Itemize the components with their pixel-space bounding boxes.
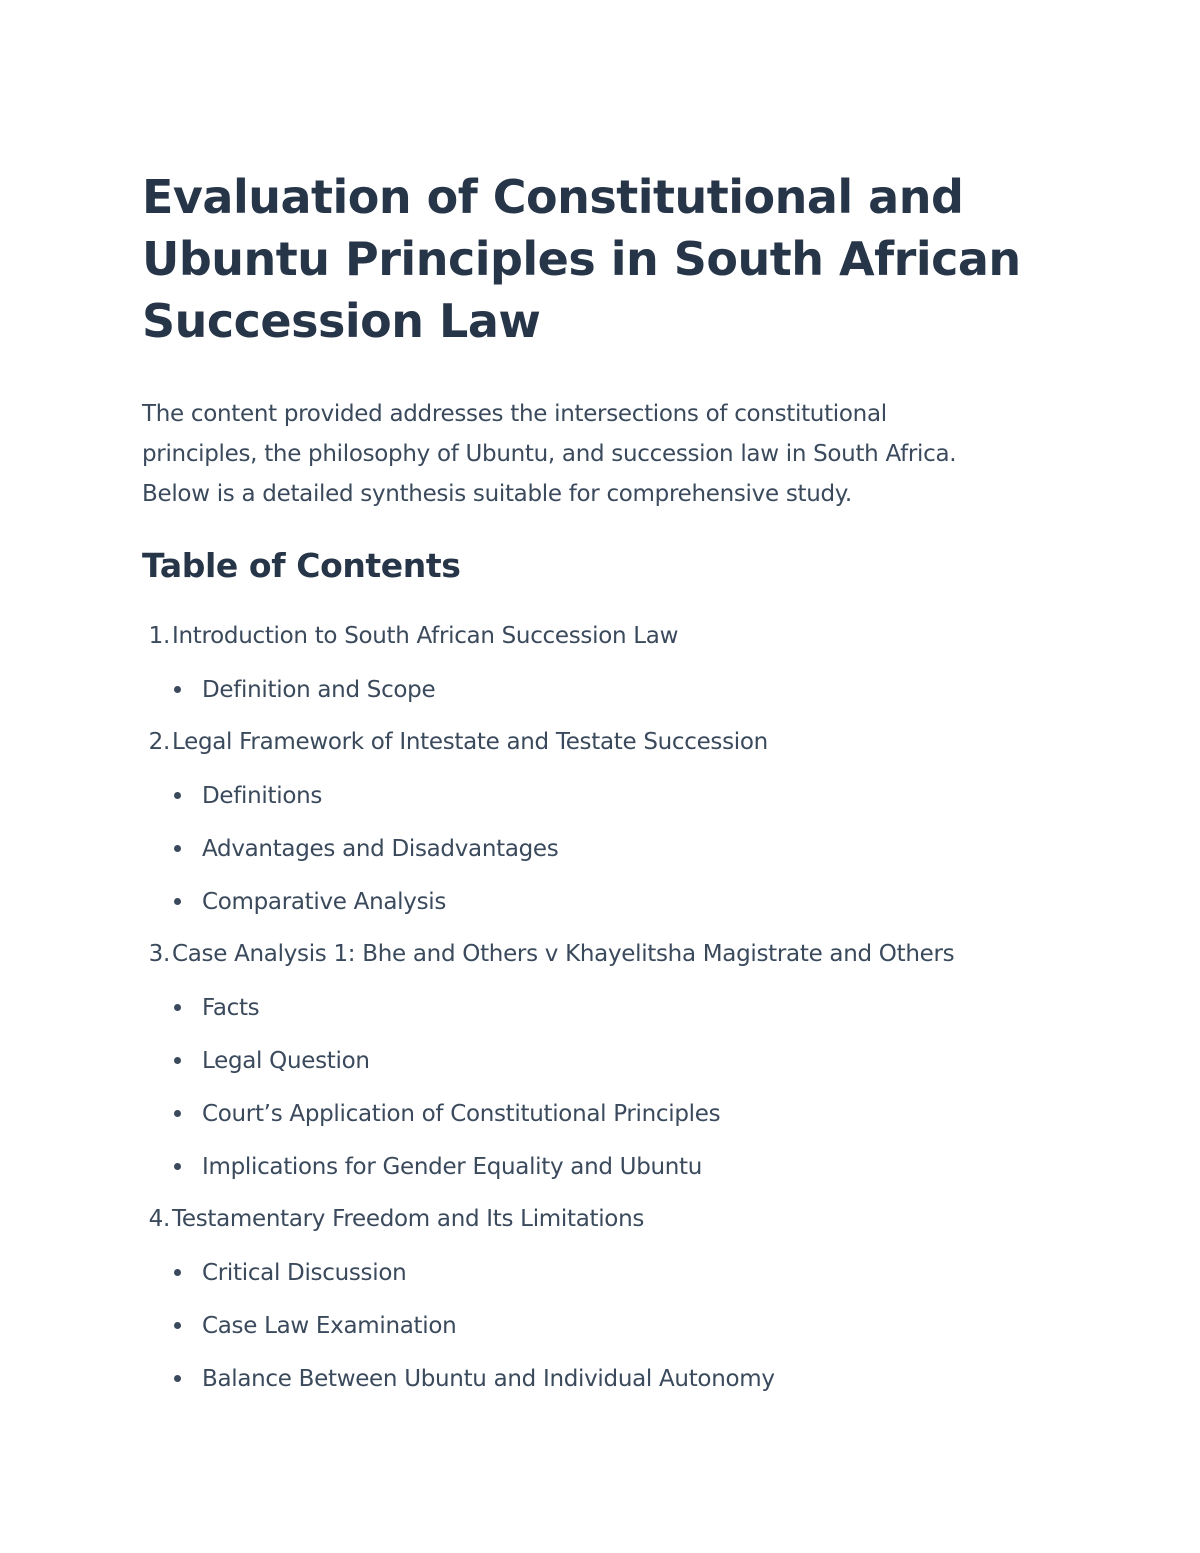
- toc-sublist: [142, 769, 1050, 928]
- bullet-icon: [174, 1163, 181, 1170]
- bullet-icon: [174, 1004, 181, 1011]
- toc-subitem: [142, 1140, 1050, 1193]
- title-line: Ubuntu Principles in South African: [142, 232, 1021, 286]
- toc-sublist: [142, 663, 1050, 716]
- toc-subitem-label: Advantages and Disadvantages: [202, 835, 559, 862]
- toc-subitem: [142, 1246, 1050, 1299]
- bullet-icon: [174, 1269, 181, 1276]
- toc-subitem-label: Definition and Scope: [202, 676, 436, 703]
- toc-subitem-label: Comparative Analysis: [202, 888, 447, 915]
- toc-label: Testamentary Freedom and Its Limitations: [172, 1206, 645, 1232]
- bullet-icon: [174, 845, 181, 852]
- bullet-icon: [174, 792, 181, 799]
- toc-subitem-label: Implications for Gender Equality and Ubuntu: [202, 1153, 703, 1180]
- toc-subitem: [142, 1087, 1050, 1140]
- toc-entry: [142, 928, 1050, 981]
- toc-section-1: [142, 610, 1050, 716]
- toc-section-4: [142, 1193, 1050, 1405]
- intro-paragraph: [142, 394, 1050, 514]
- bullet-icon: [174, 1375, 181, 1382]
- toc-heading: Table of Contents: [142, 546, 461, 585]
- toc-subitem: [142, 1352, 1050, 1405]
- table-of-contents: [142, 610, 1050, 1405]
- intro-line: principles, the philosophy of Ubuntu, and succession law in South Africa.: [142, 441, 957, 467]
- toc-subitem-label: Definitions: [202, 782, 323, 809]
- toc-label: Introduction to South African Succession Law: [172, 623, 679, 649]
- toc-subitem: [142, 769, 1050, 822]
- toc-number: 4.: [148, 1206, 170, 1232]
- bullet-icon: [174, 898, 181, 905]
- bullet-icon: [174, 686, 181, 693]
- toc-subitem-label: Facts: [202, 994, 260, 1021]
- toc-subitem-label: Court’s Application of Constitutional Principles: [202, 1100, 721, 1127]
- toc-label: Case Analysis 1: Bhe and Others v Khayelitsha Magistrate and Others: [172, 941, 955, 967]
- toc-sublist: [142, 1246, 1050, 1405]
- toc-entry: [142, 1193, 1050, 1246]
- document-title: [142, 166, 1050, 352]
- toc-section-2: [142, 716, 1050, 928]
- bullet-icon: [174, 1057, 181, 1064]
- toc-subitem: [142, 981, 1050, 1034]
- toc-subitem-label: Balance Between Ubuntu and Individual Autonomy: [202, 1365, 775, 1392]
- toc-subitem: [142, 663, 1050, 716]
- toc-subitem: [142, 875, 1050, 928]
- toc-subitem-label: Legal Question: [202, 1047, 370, 1074]
- toc-subitem: [142, 1034, 1050, 1087]
- toc-entry: [142, 610, 1050, 663]
- title-line: Succession Law: [142, 294, 541, 348]
- toc-subitem-label: Case Law Examination: [202, 1312, 457, 1339]
- toc-number: 3.: [148, 941, 170, 967]
- intro-line: Below is a detailed synthesis suitable for comprehensive study.: [142, 481, 852, 507]
- toc-sublist: [142, 981, 1050, 1193]
- toc-entry: [142, 716, 1050, 769]
- toc-number: 2.: [148, 729, 170, 755]
- toc-section-3: [142, 928, 1050, 1193]
- bullet-icon: [174, 1110, 181, 1117]
- toc-label: Legal Framework of Intestate and Testate Succession: [172, 729, 768, 755]
- toc-subitem: [142, 822, 1050, 875]
- bullet-icon: [174, 1322, 181, 1329]
- toc-subitem: [142, 1299, 1050, 1352]
- intro-line: The content provided addresses the intersections of constitutional: [142, 401, 887, 427]
- toc-subitem-label: Critical Discussion: [202, 1259, 407, 1286]
- title-line: Evaluation of Constitutional and: [142, 170, 964, 224]
- toc-number: 1.: [148, 623, 170, 649]
